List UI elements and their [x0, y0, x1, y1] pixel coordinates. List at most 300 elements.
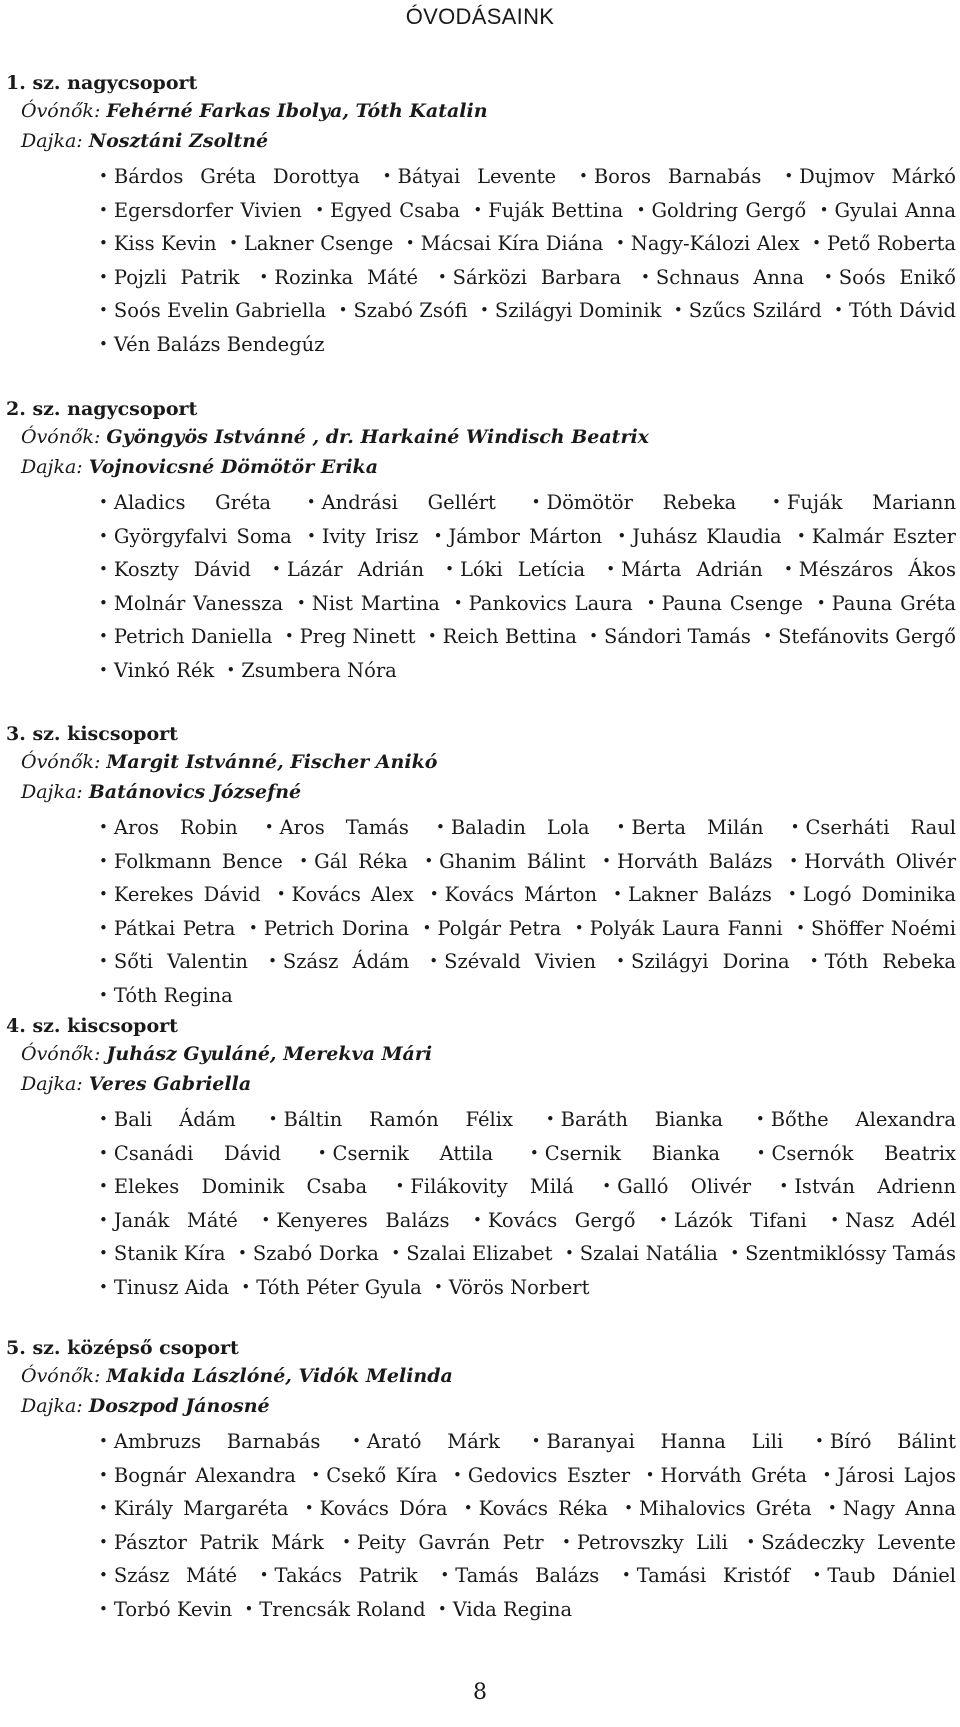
child-name: Peity Gavrán Petr — [357, 1530, 544, 1554]
bullet-icon: • — [99, 1532, 108, 1551]
child-name: Polyák Laura Fanni — [589, 916, 783, 940]
child-name: Stefánovits Gergő — [778, 625, 956, 648]
bullet-icon: • — [574, 918, 584, 937]
bullet-icon: • — [264, 818, 274, 836]
child-name: Szabó Dorka — [252, 1242, 379, 1265]
nanny-label: Dajka: — [21, 456, 83, 478]
group-heading: 2. sz. nagycsoport — [6, 398, 198, 420]
bullet-icon: • — [99, 627, 108, 645]
child-name: Koszty Dávid — [113, 558, 251, 581]
child-name: Szabó Zsófi — [353, 299, 468, 322]
nanny-line — [21, 1070, 960, 1100]
bullet-icon: • — [473, 1210, 482, 1229]
bullet-icon: • — [602, 851, 611, 870]
child-name: Gedovics Eszter — [467, 1463, 631, 1487]
bullet-icon: • — [784, 167, 794, 185]
child-name: Aladics Gréta — [113, 491, 272, 514]
bullet-icon: • — [812, 234, 821, 252]
bullet-icon: • — [248, 918, 258, 937]
group-section — [0, 721, 960, 1013]
bullet-icon: • — [391, 1244, 401, 1262]
child-name: Horváth Olivér — [804, 849, 957, 873]
children-list — [93, 161, 956, 362]
child-name: Takács Patrik — [274, 1564, 418, 1587]
teachers-line — [21, 748, 960, 778]
child-name: Szilágyi Dorina — [631, 950, 790, 973]
child-name: Szilágyi Dominik — [494, 299, 662, 322]
child-name: Kovács Réka — [478, 1497, 608, 1520]
bullet-icon: • — [790, 818, 800, 836]
bullet-icon: • — [395, 1177, 405, 1195]
child-name: Soós Evelin Gabriella — [113, 299, 327, 322]
group-heading: 5. sz. középső csoport — [6, 1337, 239, 1359]
bullet-icon: • — [424, 851, 434, 870]
child-name: Egersdorfer Vivien — [113, 198, 302, 222]
bullet-icon: • — [259, 1566, 269, 1584]
child-name: Sőti Valentin — [113, 950, 248, 973]
bullet-icon: • — [809, 952, 819, 970]
child-name: Molnár Vanessza — [113, 591, 284, 615]
bullet-icon: • — [99, 1143, 108, 1162]
child-name: Tamási Kristóf — [636, 1564, 790, 1587]
child-name: Lóki Letícia — [459, 558, 586, 581]
bullet-icon: • — [99, 1244, 108, 1262]
bullet-icon: • — [99, 334, 108, 353]
child-name: Bőthe Alexandra — [770, 1108, 956, 1131]
bullet-icon: • — [564, 1244, 574, 1262]
child-name: Aros Robin — [113, 816, 238, 839]
bullet-icon: • — [342, 1532, 352, 1551]
child-name: Csernik Attila — [332, 1141, 494, 1165]
group-heading: 3. sz. kiscsoport — [6, 723, 178, 745]
nanny-label: Dajka: — [21, 1395, 83, 1417]
child-name: Taub Dániel — [827, 1564, 956, 1587]
child-name: Schnaus Anna — [655, 265, 805, 289]
child-name: Kenyeres Balázs — [276, 1208, 450, 1232]
child-name: Polgár Petra — [437, 916, 562, 940]
child-name: Bali Ádám — [113, 1108, 236, 1131]
bullet-icon: • — [796, 526, 806, 545]
bullet-icon: • — [261, 1210, 271, 1229]
bullet-icon: • — [259, 267, 269, 286]
teachers-value: Gyöngyös Istvánné , dr. Harkainé Windisch Beatrix — [106, 426, 650, 448]
child-name: Fuják Mariann — [786, 491, 957, 514]
group-section — [0, 396, 960, 688]
bullet-icon: • — [299, 851, 309, 870]
child-name: Cserháti Raul — [805, 816, 957, 839]
bullet-icon: • — [99, 1177, 108, 1195]
bullet-icon: • — [437, 1599, 447, 1618]
child-name: Lakner Csenge — [243, 232, 394, 255]
bullet-icon: • — [545, 1110, 555, 1128]
bullet-icon: • — [822, 1465, 832, 1484]
bullet-icon: • — [453, 593, 463, 612]
child-name: Tóth Dávid — [848, 299, 956, 322]
child-name: Nagy Anna — [842, 1497, 957, 1520]
nanny-label: Dajka: — [21, 781, 83, 803]
child-name: Lakner Balázs — [627, 883, 772, 906]
child-name: Szász Máté — [113, 1564, 238, 1587]
child-name: Bognár Alexandra — [113, 1463, 296, 1487]
bullet-icon: • — [317, 1143, 327, 1162]
bullet-icon: • — [99, 560, 108, 578]
bullet-icon: • — [311, 1465, 321, 1484]
teachers-line — [21, 1040, 960, 1070]
child-name: Logó Dominika — [802, 883, 956, 906]
child-name: Bíró Bálint — [829, 1430, 956, 1453]
nanny-value: Batánovics Józsefné — [88, 781, 302, 803]
bullet-icon: • — [99, 985, 108, 1004]
child-name: Filákovity Milá — [410, 1175, 574, 1198]
bullet-icon: • — [812, 1566, 822, 1584]
child-name: Janák Máté — [113, 1208, 238, 1232]
child-name: Zsumbera Nóra — [241, 658, 397, 682]
bullet-icon: • — [746, 1532, 756, 1551]
bullet-icon: • — [237, 1244, 247, 1262]
bullet-icon: • — [433, 526, 443, 545]
child-name: Horváth Balázs — [616, 849, 773, 873]
child-name: Juhász Klaudia — [632, 524, 782, 548]
child-name: Bátyai Levente — [397, 165, 557, 188]
child-name: Lázár Adrián — [286, 558, 424, 581]
bullet-icon: • — [306, 526, 316, 545]
page-title: ÓVODÁSAINK — [405, 4, 555, 29]
bullet-icon: • — [624, 1499, 633, 1517]
child-name: Pásztor Patrik Márk — [113, 1530, 324, 1554]
bullet-icon: • — [99, 918, 108, 937]
child-name: Szűcs Szilárd — [688, 299, 822, 322]
group-section — [0, 70, 960, 362]
bullet-icon: • — [531, 1432, 541, 1450]
nanny-value: Nosztáni Zsoltné — [88, 130, 269, 152]
child-name: Arató Márk — [366, 1430, 500, 1453]
bullet-icon: • — [99, 1432, 108, 1450]
bullet-icon: • — [306, 493, 316, 511]
bullet-icon: • — [99, 818, 108, 836]
group-heading: 1. sz. nagycsoport — [6, 72, 198, 94]
bullet-icon: • — [645, 1465, 655, 1484]
bullet-icon: • — [562, 1532, 571, 1551]
child-name: Vén Balázs Bendegúz — [113, 332, 325, 356]
bullet-icon: • — [578, 167, 588, 185]
bullet-icon: • — [437, 267, 447, 286]
child-name: Fuják Bettina — [488, 198, 624, 222]
bullet-icon: • — [382, 167, 392, 185]
child-name: Mészáros Ákos — [798, 558, 957, 581]
bullet-icon: • — [352, 1432, 361, 1450]
bullet-icon: • — [606, 560, 616, 578]
nanny-label: Dajka: — [21, 130, 83, 152]
group-heading: 4. sz. kiscsoport — [6, 1015, 178, 1037]
bullet-icon: • — [99, 493, 108, 511]
child-name: Stanik Kíra — [113, 1242, 226, 1265]
child-name: Dömötör Rebeka — [546, 491, 737, 514]
bullet-icon: • — [226, 660, 236, 679]
child-name: Ambruzs Barnabás — [113, 1430, 321, 1453]
child-name: Boros Barnabás — [593, 165, 762, 188]
child-name: Horváth Gréta — [660, 1463, 807, 1487]
bullet-icon: • — [271, 560, 281, 578]
bullet-icon: • — [435, 818, 445, 836]
bullet-icon: • — [99, 267, 108, 286]
bullet-icon: • — [99, 593, 108, 612]
bullet-icon: • — [529, 1143, 539, 1162]
bullet-icon: • — [99, 1599, 108, 1618]
child-name: Kerekes Dávid — [113, 883, 261, 906]
nanny-value: Veres Gabriella — [88, 1073, 252, 1095]
child-name: Szévald Vivien — [444, 950, 597, 973]
child-name: Folkmann Bence — [113, 849, 283, 873]
bullet-icon: • — [99, 301, 108, 319]
child-name: Petrovszky Lili — [576, 1530, 728, 1554]
bullet-icon: • — [99, 1277, 108, 1296]
child-name: Sándori Tamás — [604, 625, 751, 648]
teachers-line — [21, 423, 960, 453]
child-name: Reich Bettina — [442, 625, 577, 648]
child-name: Ghanim Bálint — [439, 849, 586, 873]
bullet-icon: • — [99, 1110, 108, 1128]
bullet-icon: • — [819, 200, 829, 219]
nanny-line — [21, 453, 960, 483]
bullet-icon: • — [730, 1244, 740, 1262]
child-name: Nagy-Kálozi Alex — [630, 232, 800, 255]
child-name: Trencsák Roland — [259, 1597, 426, 1621]
child-name: Ivity Irisz — [321, 524, 419, 548]
teachers-label: Óvónők: — [21, 1043, 101, 1065]
bullet-icon: • — [99, 234, 108, 252]
bullet-icon: • — [531, 493, 541, 511]
bullet-icon: • — [617, 526, 627, 545]
child-name: Tóth Regina — [113, 983, 233, 1007]
child-name: Jámbor Márton — [448, 524, 603, 548]
child-name: Tamás Balázs — [455, 1564, 600, 1587]
page-number: 8 — [473, 1680, 487, 1705]
bullet-icon: • — [241, 1277, 251, 1296]
child-name: Soós Enikő — [838, 265, 957, 289]
child-name: Kalmár Eszter — [811, 524, 956, 548]
child-name: Berta Milán — [631, 816, 764, 839]
bullet-icon: • — [673, 301, 683, 319]
child-name: Mácsai Kíra Diána — [420, 232, 604, 255]
child-name: Vida Regina — [452, 1597, 573, 1621]
child-name: Györgyfalvi Soma — [113, 524, 292, 548]
bullet-icon: • — [823, 267, 833, 286]
bullet-icon: • — [422, 918, 432, 937]
child-name: Tóth Rebeka — [824, 950, 957, 973]
bullet-icon: • — [756, 1143, 766, 1162]
bullet-icon: • — [284, 627, 294, 645]
bullet-icon: • — [602, 1177, 612, 1195]
child-name: Aros Tamás — [279, 816, 409, 839]
group-section — [0, 1335, 960, 1627]
child-name: Kiss Kevin — [113, 232, 217, 255]
bullet-icon: • — [779, 1177, 789, 1195]
bullet-icon: • — [621, 1566, 631, 1584]
child-name: Gyulai Anna — [834, 198, 956, 222]
child-name: Petrich Dorina — [263, 916, 409, 940]
child-name: Tinusz Aida — [113, 1275, 230, 1299]
bullet-icon: • — [646, 593, 656, 612]
child-name: István Adrienn — [794, 1175, 957, 1198]
bullet-icon: • — [827, 1499, 837, 1517]
child-name: Király Margaréta — [113, 1497, 289, 1520]
bullet-icon: • — [99, 1210, 108, 1229]
bullet-icon: • — [480, 301, 489, 319]
bullet-icon: • — [616, 818, 626, 836]
bullet-icon: • — [755, 1110, 765, 1128]
bullet-icon: • — [99, 885, 108, 903]
child-name: Pojzli Patrik — [113, 265, 240, 289]
bullet-icon: • — [99, 1566, 108, 1584]
bullet-icon: • — [636, 200, 646, 219]
bullet-icon: • — [429, 952, 439, 970]
child-name: Elekes Dominik Csaba — [113, 1175, 368, 1198]
child-name: Csekő Kíra — [326, 1463, 438, 1487]
child-name: Shöffer Noémi — [811, 916, 956, 940]
bullet-icon: • — [276, 885, 286, 903]
child-name: Baranyai Hanna Lili — [546, 1430, 784, 1453]
bullet-icon: • — [338, 301, 348, 319]
bullet-icon: • — [789, 851, 799, 870]
bullet-icon: • — [659, 1210, 668, 1229]
bullet-icon: • — [268, 952, 277, 970]
bullet-icon: • — [763, 627, 773, 645]
bullet-icon: • — [244, 1599, 254, 1618]
child-name: Nasz Adél — [845, 1208, 957, 1232]
child-name: Andrási Gellért — [321, 491, 496, 514]
child-name: Lázók Tifani — [673, 1208, 807, 1232]
bullet-icon: • — [99, 851, 108, 870]
children-list — [93, 487, 956, 688]
child-name: Mihalovics Gréta — [638, 1497, 812, 1520]
child-name: Pankovics Laura — [468, 591, 633, 615]
bullet-icon: • — [99, 167, 108, 185]
bullet-icon: • — [796, 918, 806, 937]
group-section — [0, 1013, 960, 1305]
bullet-icon: • — [772, 493, 781, 511]
child-name: Galló Olivér — [617, 1175, 752, 1198]
child-name: Baladin Lola — [450, 816, 590, 839]
bullet-icon: • — [834, 301, 843, 319]
children-list — [93, 1104, 956, 1305]
child-name: Szalai Natália — [579, 1242, 718, 1265]
child-name: Szász Ádám — [282, 950, 410, 973]
bullet-icon: • — [463, 1499, 473, 1517]
child-name: Csernók Beatrix — [771, 1141, 956, 1165]
child-name: Szalai Elizabet — [406, 1242, 553, 1265]
bullet-icon: • — [296, 593, 306, 612]
bullet-icon: • — [268, 1110, 278, 1128]
child-name: Báltin Ramón Félix — [283, 1108, 513, 1131]
child-name: Gál Réka — [314, 849, 408, 873]
child-name: Csernik Bianka — [544, 1141, 720, 1165]
child-name: Kovács Dóra — [319, 1497, 448, 1520]
teachers-value: Fehérné Farkas Ibolya, Tóth Katalin — [106, 100, 488, 122]
child-name: Pátkai Petra — [113, 916, 236, 940]
bullet-icon: • — [315, 200, 325, 219]
children-list — [93, 1426, 956, 1627]
teachers-line — [21, 1362, 960, 1392]
child-name: Kovács Márton — [444, 883, 598, 906]
child-name: Bárdos Gréta Dorottya — [113, 165, 360, 188]
child-name: Goldring Gergő — [651, 198, 807, 222]
teachers-line — [21, 97, 960, 127]
bullet-icon: • — [830, 1210, 840, 1229]
bullet-icon: • — [589, 627, 599, 645]
bullet-icon: • — [427, 627, 437, 645]
bullet-icon: • — [429, 885, 439, 903]
child-name: Pauna Csenge — [661, 591, 803, 615]
child-name: Kovács Alex — [291, 883, 414, 906]
bullet-icon: • — [99, 1465, 108, 1484]
bullet-icon: • — [613, 885, 622, 903]
child-name: Nist Martina — [311, 591, 440, 615]
nanny-value: Vojnovicsné Dömötör Erika — [88, 456, 379, 478]
bullet-icon: • — [99, 200, 108, 219]
child-name: Baráth Bianka — [560, 1108, 723, 1131]
teachers-label: Óvónők: — [21, 100, 101, 122]
bullet-icon: • — [473, 200, 483, 219]
nanny-label: Dajka: — [21, 1073, 83, 1095]
bullet-icon: • — [641, 267, 650, 286]
child-name: Vörös Norbert — [448, 1275, 590, 1299]
bullet-icon: • — [814, 1432, 824, 1450]
child-name: Rozinka Máté — [274, 265, 418, 289]
bullet-icon: • — [445, 560, 454, 578]
child-name: Dujmov Márkó — [799, 165, 957, 188]
bullet-icon: • — [816, 593, 826, 612]
bullet-icon: • — [787, 885, 797, 903]
bullet-icon: • — [405, 234, 415, 252]
nanny-line — [21, 127, 960, 157]
bullet-icon: • — [99, 660, 108, 679]
child-name: Márta Adrián — [621, 558, 763, 581]
child-name: Kovács Gergő — [487, 1208, 636, 1232]
teachers-label: Óvónők: — [21, 751, 101, 773]
nanny-line — [21, 778, 960, 808]
child-name: Pauna Gréta — [831, 591, 956, 615]
bullet-icon: • — [453, 1465, 462, 1484]
bullet-icon: • — [615, 234, 625, 252]
child-name: Csanádi Dávid — [113, 1141, 281, 1165]
teachers-label: Óvónők: — [21, 1365, 101, 1387]
child-name: Tóth Péter Gyula — [256, 1275, 422, 1299]
child-name: Pető Roberta — [826, 232, 957, 255]
child-name: Torbó Kevin — [113, 1597, 233, 1621]
bullet-icon: • — [304, 1499, 314, 1517]
teachers-value: Juhász Gyuláné, Merekva Mári — [106, 1043, 433, 1065]
bullet-icon: • — [433, 1277, 443, 1296]
child-name: Egyed Csaba — [330, 198, 460, 222]
teachers-value: Margit Istvánné, Fischer Anikó — [106, 751, 438, 773]
bullet-icon: • — [99, 1499, 108, 1517]
child-name: Járosi Lajos — [837, 1463, 956, 1487]
bullet-icon: • — [99, 526, 108, 545]
child-name: Sárközi Barbara — [452, 265, 622, 289]
bullet-icon: • — [440, 1566, 450, 1584]
child-name: Szádeczky Levente — [761, 1530, 956, 1554]
bullet-icon: • — [99, 952, 108, 970]
teachers-label: Óvónők: — [21, 426, 101, 448]
child-name: Petrich Daniella — [113, 625, 273, 648]
child-name: Preg Ninett — [299, 625, 416, 648]
child-name: Vinkó Rék — [113, 658, 215, 682]
child-name: Szentmiklóssy Tamás — [745, 1242, 956, 1265]
bullet-icon: • — [783, 560, 793, 578]
teachers-value: Makida Lászlóné, Vidók Melinda — [106, 1365, 453, 1387]
nanny-value: Doszpod Jánosné — [88, 1395, 270, 1417]
bullet-icon: • — [616, 952, 626, 970]
